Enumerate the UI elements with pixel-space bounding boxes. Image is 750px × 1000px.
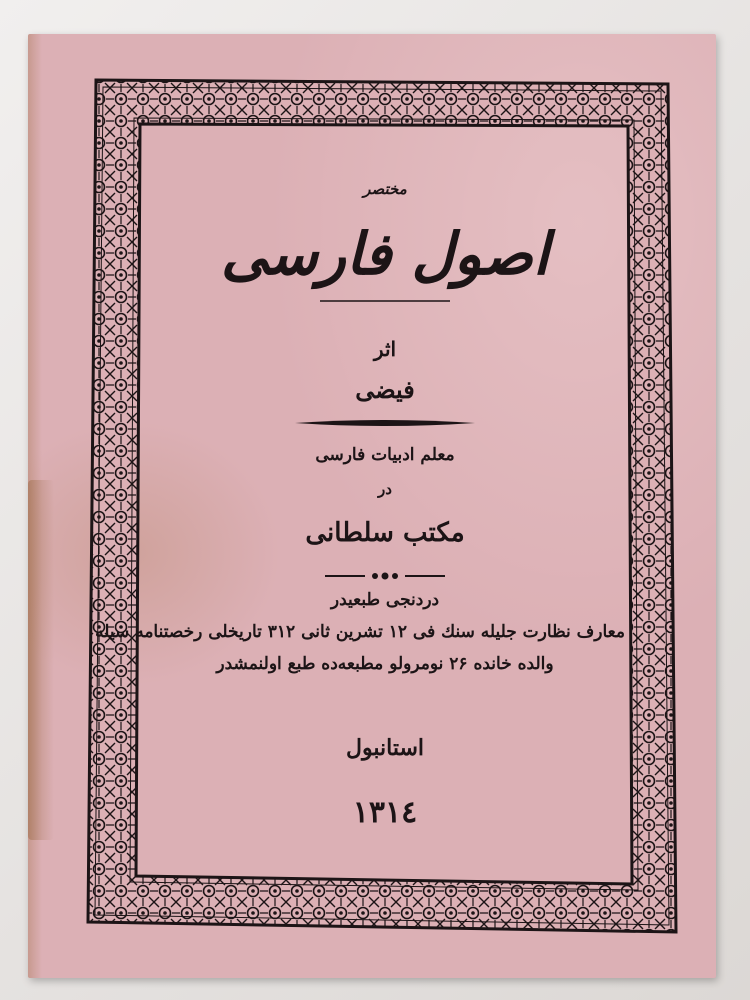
preposition: در <box>378 480 392 498</box>
permission-line-1: معارف نظارت جلیله سنك فی ۱۲ تشرین ثانی ۳۱۲ تاریخلی رخصتنامه سیله <box>95 622 625 642</box>
author-divider <box>150 417 620 429</box>
title-page-text <box>95 130 625 860</box>
school-name: مکتب سلطانی <box>305 518 465 548</box>
author-prefix: اثر <box>373 337 397 361</box>
permission-line-2: والده خانده ۲۶ نومرولو مطبعه‌ده طبع اولنمشدر <box>216 654 554 674</box>
publication-year: ١٣١٤ <box>352 795 418 830</box>
author-position: معلم ادبیات فارسی <box>315 445 455 465</box>
book-title: اصول فارسی <box>220 220 549 288</box>
school-divider <box>150 570 620 582</box>
subtitle: مختصر <box>363 180 407 198</box>
author-name: فیضی <box>355 375 415 404</box>
title-divider <box>150 295 620 307</box>
edition-note: دردنجی طبعیدر <box>330 590 440 610</box>
publication-city: استانبول <box>346 735 424 761</box>
